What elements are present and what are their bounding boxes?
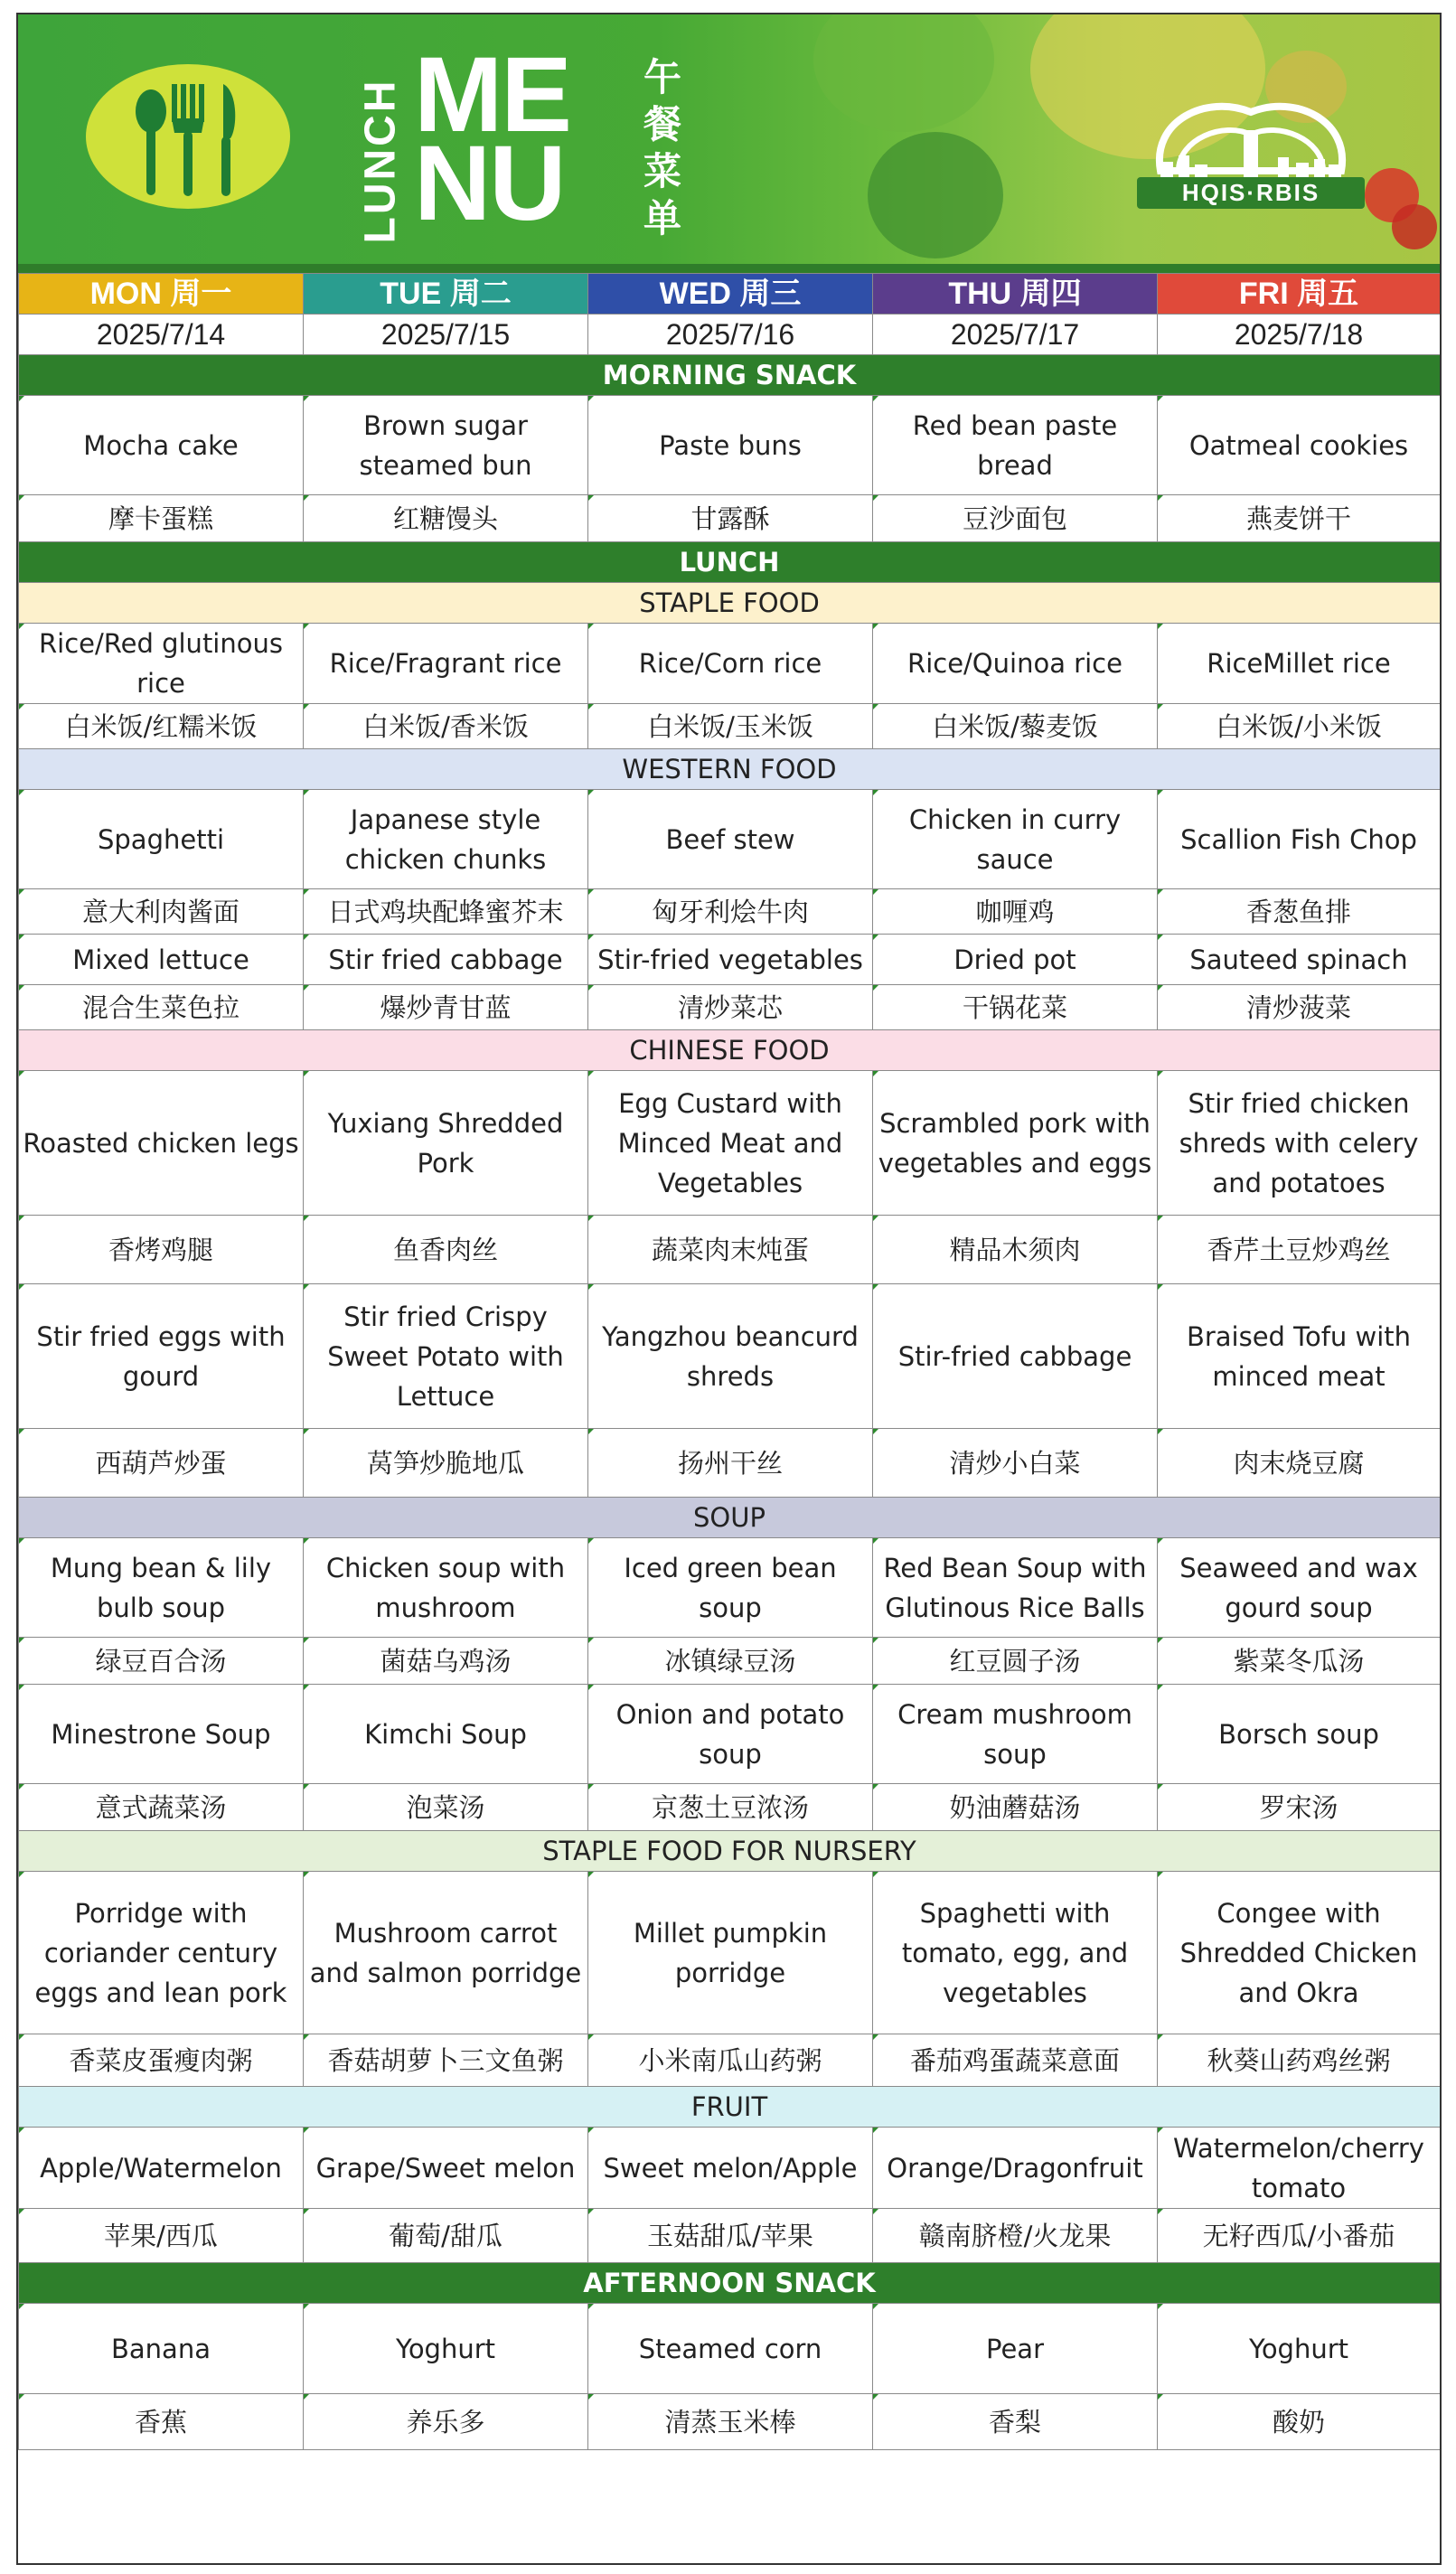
- dish-name-en: Rice/Red glutinous rice: [19, 624, 304, 704]
- dish-name-cn: 小米南瓜山药粥: [588, 2034, 873, 2087]
- staple-food-header: STAPLE FOOD: [19, 583, 1441, 624]
- dish-name-en: Mocha cake: [19, 396, 304, 495]
- lunch-vertical-title: [349, 70, 412, 251]
- morning-snack-header-row: [19, 355, 1441, 396]
- dish-name-cn: 罗宋汤: [1158, 1784, 1441, 1831]
- dish-name-en: Rice/Quinoa rice: [873, 624, 1158, 704]
- dish-cn-row: [19, 2394, 1441, 2450]
- dish-en-row: [19, 1071, 1441, 1216]
- dish-name-cn: 清炒小白菜: [873, 1429, 1158, 1498]
- dish-name-cn: 蔬菜肉末炖蛋: [588, 1216, 873, 1284]
- dish-name-cn: 清炒菠菜: [1158, 985, 1441, 1030]
- day-header: MON 周一: [19, 274, 304, 315]
- dish-name-cn: 菌菇乌鸡汤: [304, 1638, 588, 1685]
- dish-name-en: Apple/Watermelon: [19, 2128, 304, 2209]
- dish-name-cn: 酸奶: [1158, 2394, 1441, 2450]
- dish-name-en: Minestrone Soup: [19, 1685, 304, 1784]
- lunch-header: LUNCH: [19, 542, 1441, 583]
- dish-name-en: Rice/Fragrant rice: [304, 624, 588, 704]
- morning-snack-header: MORNING SNACK: [19, 355, 1441, 396]
- dish-cn-row: [19, 704, 1441, 749]
- dish-name-cn: 冰镇绿豆汤: [588, 1638, 873, 1685]
- western-food-header: WESTERN FOOD: [19, 749, 1441, 790]
- menu-cn-char: 菜: [643, 149, 681, 193]
- dish-name-en: Congee with Shredded Chicken and Okra: [1158, 1872, 1441, 2034]
- dish-name-cn: 鱼香肉丝: [304, 1216, 588, 1284]
- dish-name-cn: 葡萄/甜瓜: [304, 2209, 588, 2263]
- menu-title-line2: NU: [414, 124, 565, 243]
- date-cell: 2025/7/17: [873, 315, 1158, 355]
- dish-name-cn: 莴笋炒脆地瓜: [304, 1429, 588, 1498]
- dish-en-row: [19, 624, 1441, 704]
- menu-banner: [18, 14, 1440, 264]
- day-header: TUE 周二: [304, 274, 588, 315]
- dish-en-row: [19, 1538, 1441, 1638]
- day-header: FRI 周五: [1158, 274, 1441, 315]
- dish-name-en: Spaghetti with tomato, egg, and vegetables: [873, 1872, 1158, 2034]
- dish-name-en: Grape/Sweet melon: [304, 2128, 588, 2209]
- tomato-decoration: [1392, 204, 1437, 249]
- menu-title-chinese: [640, 54, 685, 242]
- dish-en-row: [19, 396, 1441, 495]
- day-header: THU 周四: [873, 274, 1158, 315]
- dish-name-cn: 香芹土豆炒鸡丝: [1158, 1216, 1441, 1284]
- dish-name-cn: 养乐多: [304, 2394, 588, 2450]
- dish-name-en: Oatmeal cookies: [1158, 396, 1441, 495]
- dish-name-en: Rice/Corn rice: [588, 624, 873, 704]
- dish-name-en: Stir fried chicken shreds with celery and potatoes: [1158, 1071, 1441, 1216]
- afternoon-snack-header: AFTERNOON SNACK: [19, 2263, 1441, 2304]
- dish-name-cn: 意式蔬菜汤: [19, 1784, 304, 1831]
- dish-name-en: Spaghetti: [19, 790, 304, 889]
- staple-nursery-header: STAPLE FOOD FOR NURSERY: [19, 1831, 1441, 1872]
- dish-name-en: Dried pot: [873, 935, 1158, 985]
- dish-name-cn: 白米饭/玉米饭: [588, 704, 873, 749]
- dish-name-cn: 白米饭/香米饭: [304, 704, 588, 749]
- lunch-word: LUNCH: [356, 78, 405, 244]
- dish-name-cn: 泡菜汤: [304, 1784, 588, 1831]
- chinese-food-header: CHINESE FOOD: [19, 1030, 1441, 1071]
- dish-name-en: Orange/Dragonfruit: [873, 2128, 1158, 2209]
- dish-name-cn: 番茄鸡蛋蔬菜意面: [873, 2034, 1158, 2087]
- dish-cn-row: [19, 1216, 1441, 1284]
- soup-header-row: [19, 1498, 1441, 1538]
- dish-en-row: [19, 1284, 1441, 1429]
- utensils-badge: [86, 64, 290, 209]
- dish-name-cn: 清炒菜芯: [588, 985, 873, 1030]
- dish-name-en: Egg Custard with Minced Meat and Vegetables: [588, 1071, 873, 1216]
- menu-table: [18, 273, 1441, 2450]
- date-cell: 2025/7/15: [304, 315, 588, 355]
- dish-name-en: RiceMillet rice: [1158, 624, 1441, 704]
- dish-name-cn: 精品木须肉: [873, 1216, 1158, 1284]
- dish-en-row: [19, 1685, 1441, 1784]
- school-name: HQIS·RBIS: [1137, 177, 1365, 209]
- dish-name-cn: 混合生菜色拉: [19, 985, 304, 1030]
- dish-name-cn: 无籽西瓜/小番茄: [1158, 2209, 1441, 2263]
- date-cell: 2025/7/16: [588, 315, 873, 355]
- banner-divider: [18, 264, 1440, 273]
- date-cell: 2025/7/18: [1158, 315, 1441, 355]
- day-header: WED 周三: [588, 274, 873, 315]
- dish-name-cn: 干锅花菜: [873, 985, 1158, 1030]
- dish-name-en: Kimchi Soup: [304, 1685, 588, 1784]
- dish-name-cn: 红豆圆子汤: [873, 1638, 1158, 1685]
- dish-name-cn: 香梨: [873, 2394, 1158, 2450]
- dish-name-en: Sweet melon/Apple: [588, 2128, 873, 2209]
- dish-name-cn: 紫菜冬瓜汤: [1158, 1638, 1441, 1685]
- dish-name-cn: 摩卡蛋糕: [19, 495, 304, 542]
- dish-name-cn: 香菇胡萝卜三文鱼粥: [304, 2034, 588, 2087]
- dish-name-cn: 红糖馒头: [304, 495, 588, 542]
- dish-name-cn: 咖喱鸡: [873, 889, 1158, 935]
- dish-en-row: [19, 790, 1441, 889]
- dish-name-en: Chicken soup with mushroom: [304, 1538, 588, 1638]
- menu-poster: [16, 13, 1442, 2565]
- dish-name-en: Brown sugar steamed bun: [304, 396, 588, 495]
- menu-cn-char: 单: [643, 196, 681, 240]
- dish-name-cn: 绿豆百合汤: [19, 1638, 304, 1685]
- dish-name-cn: 玉菇甜瓜/苹果: [588, 2209, 873, 2263]
- dish-name-en: Stir fried eggs with gourd: [19, 1284, 304, 1429]
- dish-cn-row: [19, 1429, 1441, 1498]
- produce-decoration: [868, 132, 1003, 258]
- dish-name-cn: 赣南脐橙/火龙果: [873, 2209, 1158, 2263]
- dish-name-en: Roasted chicken legs: [19, 1071, 304, 1216]
- menu-title-line1: ME: [414, 35, 570, 155]
- dish-name-cn: 肉末烧豆腐: [1158, 1429, 1441, 1498]
- staple-food-header-row: [19, 583, 1441, 624]
- dish-name-cn: 匈牙利烩牛肉: [588, 889, 873, 935]
- afternoon-snack-header-row: [19, 2263, 1441, 2304]
- dish-name-en: Beef stew: [588, 790, 873, 889]
- dish-cn-row: [19, 1784, 1441, 1831]
- dish-name-en: Onion and potato soup: [588, 1685, 873, 1784]
- dish-name-en: Steamed corn: [588, 2304, 873, 2394]
- dish-name-cn: 白米饭/藜麦饭: [873, 704, 1158, 749]
- dish-cn-row: [19, 1638, 1441, 1685]
- dish-cn-row: [19, 889, 1441, 935]
- dish-name-cn: 京葱土豆浓汤: [588, 1784, 873, 1831]
- dish-name-en: Scallion Fish Chop: [1158, 790, 1441, 889]
- dish-name-en: Yangzhou beancurd shreds: [588, 1284, 873, 1429]
- dish-name-cn: 奶油蘑菇汤: [873, 1784, 1158, 1831]
- dish-name-cn: 香烤鸡腿: [19, 1216, 304, 1284]
- date-row: [19, 315, 1441, 355]
- dish-name-cn: 西葫芦炒蛋: [19, 1429, 304, 1498]
- dish-name-en: Yoghurt: [304, 2304, 588, 2394]
- dish-name-en: Yuxiang Shredded Pork: [304, 1071, 588, 1216]
- dish-name-en: Mung bean & lily bulb soup: [19, 1538, 304, 1638]
- dish-name-cn: 燕麦饼干: [1158, 495, 1441, 542]
- dish-name-cn: 豆沙面包: [873, 495, 1158, 542]
- dish-name-cn: 白米饭/红糯米饭: [19, 704, 304, 749]
- dish-name-cn: 爆炒青甘蓝: [304, 985, 588, 1030]
- dish-name-cn: 甘露酥: [588, 495, 873, 542]
- dish-en-row: [19, 935, 1441, 985]
- dish-name-en: Cream mushroom soup: [873, 1685, 1158, 1784]
- dish-name-cn: 香蕉: [19, 2394, 304, 2450]
- dish-name-en: Paste buns: [588, 396, 873, 495]
- date-cell: 2025/7/14: [19, 315, 304, 355]
- lunch-header-row: [19, 542, 1441, 583]
- dish-name-cn: 秋葵山药鸡丝粥: [1158, 2034, 1441, 2087]
- dish-name-en: Millet pumpkin porridge: [588, 1872, 873, 2034]
- dish-name-cn: 香菜皮蛋瘦肉粥: [19, 2034, 304, 2087]
- western-food-header-row: [19, 749, 1441, 790]
- dish-name-en: Stir-fried cabbage: [873, 1284, 1158, 1429]
- dish-name-cn: 意大利肉酱面: [19, 889, 304, 935]
- dish-name-en: Iced green bean soup: [588, 1538, 873, 1638]
- dish-name-cn: 白米饭/小米饭: [1158, 704, 1441, 749]
- dish-cn-row: [19, 2209, 1441, 2263]
- dish-name-cn: 香葱鱼排: [1158, 889, 1441, 935]
- dish-name-en: Chicken in curry sauce: [873, 790, 1158, 889]
- dish-name-en: Japanese style chicken chunks: [304, 790, 588, 889]
- dish-cn-row: [19, 2034, 1441, 2087]
- dish-name-en: Braised Tofu with minced meat: [1158, 1284, 1441, 1429]
- dish-name-en: Mixed lettuce: [19, 935, 304, 985]
- dish-name-en: Pear: [873, 2304, 1158, 2394]
- produce-decoration: [813, 14, 994, 132]
- menu-cn-char: 餐: [643, 102, 681, 146]
- chinese-food-header-row: [19, 1030, 1441, 1071]
- dish-name-cn: 扬州干丝: [588, 1429, 873, 1498]
- menu-cn-char: 午: [643, 55, 681, 99]
- soup-header: SOUP: [19, 1498, 1441, 1538]
- fork-spoon-knife-icon: [86, 64, 290, 209]
- dish-name-en: Red Bean Soup with Glutinous Rice Balls: [873, 1538, 1158, 1638]
- dish-name-cn: 日式鸡块配蜂蜜芥末: [304, 889, 588, 935]
- dish-name-en: Borsch soup: [1158, 1685, 1441, 1784]
- dish-cn-row: [19, 985, 1441, 1030]
- fruit-header: FRUIT: [19, 2087, 1441, 2128]
- dish-name-en: Sauteed spinach: [1158, 935, 1441, 985]
- dish-name-cn: 苹果/西瓜: [19, 2209, 304, 2263]
- menu-title: [414, 35, 570, 243]
- dish-name-en: Banana: [19, 2304, 304, 2394]
- dish-name-en: Yoghurt: [1158, 2304, 1441, 2394]
- dish-en-row: [19, 1872, 1441, 2034]
- dish-name-en: Red bean paste bread: [873, 396, 1158, 495]
- staple-nursery-header-row: [19, 1831, 1441, 1872]
- dish-name-en: Scrambled pork with vegetables and eggs: [873, 1071, 1158, 1216]
- fruit-header-row: [19, 2087, 1441, 2128]
- dish-name-en: Seaweed and wax gourd soup: [1158, 1538, 1441, 1638]
- dish-name-cn: 清蒸玉米棒: [588, 2394, 873, 2450]
- dish-name-en: Watermelon/cherry tomato: [1158, 2128, 1441, 2209]
- day-header-row: [19, 274, 1441, 315]
- dish-name-en: Stir-fried vegetables: [588, 935, 873, 985]
- dish-name-en: Stir fried Crispy Sweet Potato with Lettuce: [304, 1284, 588, 1429]
- dish-name-en: Porridge with coriander century eggs and lean pork: [19, 1872, 304, 2034]
- dish-name-en: Mushroom carrot and salmon porridge: [304, 1872, 588, 2034]
- dish-en-row: [19, 2304, 1441, 2394]
- dish-cn-row: [19, 495, 1441, 542]
- dish-en-row: [19, 2128, 1441, 2209]
- dish-name-en: Stir fried cabbage: [304, 935, 588, 985]
